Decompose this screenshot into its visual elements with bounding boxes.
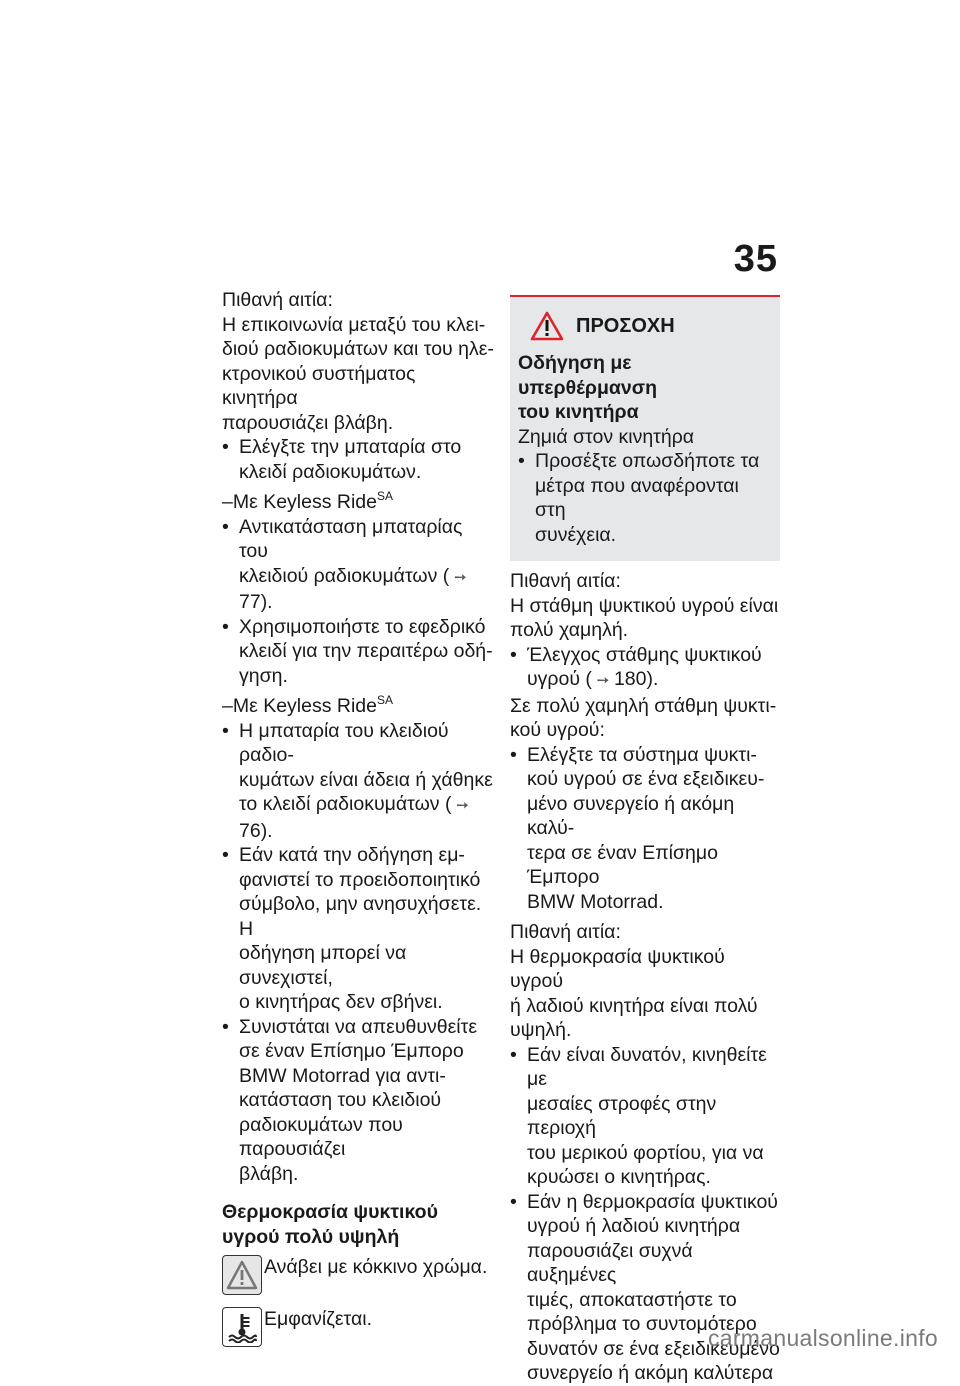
list-item-text: Έλεγχος στάθμης ψυκτικού υγρού ( (527, 643, 762, 690)
left-column (222, 288, 494, 1347)
variant-sup: SA (377, 693, 394, 707)
list-item-text: Αντικατάσταση μπαταρίας του κλειδιού ραδιοκυμάτων ( (239, 515, 463, 587)
list-item (222, 435, 494, 484)
variant-sup: SA (377, 489, 394, 503)
variant-line (222, 688, 494, 719)
list-item-text: Εάν είναι δυνατόν, κινηθείτε με μεσαίες στροφές στην περιοχή του μερικού φορτίου, για να κρυώσει ο κινητήρας. (527, 1043, 767, 1188)
page-ref-arrow-icon[interactable]: ➙ (453, 568, 467, 586)
cause-label: Πιθανή αιτία: (222, 289, 333, 311)
list-item (510, 1190, 780, 1386)
indicator-row (222, 1255, 494, 1295)
list-item-text: Εάν η θερμοκρασία ψυκτικού υγρού ή λαδιού κινητήρα παρουσιάζει συχνά αυξημένες τιμές, αποκαταστήστε το πρόβλημα το συντομότερο δυνατόν σε ένα εξειδικευμένο συνεργείο ή ακόμη καλύτερα (527, 1190, 780, 1384)
variant-text: –Με Keyless Ride (222, 695, 378, 717)
warning-header (530, 311, 772, 341)
right-column (510, 295, 780, 1386)
list-item (510, 743, 780, 915)
bullet-dot-icon: • (222, 515, 229, 538)
list-item (510, 1043, 780, 1190)
cause-text: Η θερμοκρασία ψυκτικού υγρού ή λαδιού κινητήρα είναι πολύ υψηλή. (510, 945, 758, 1041)
indicator-text: Εμφανίζεται. (264, 1308, 372, 1330)
bullet-dot-icon: • (510, 1043, 517, 1066)
list-item (510, 643, 780, 694)
cause-text: Η στάθμη ψυκτικού υγρού είναι πολύ χαμηλή. (510, 594, 779, 641)
cause-label: Πιθανή αιτία: (510, 570, 621, 592)
bullet-dot-icon: • (222, 844, 229, 866)
list-item-text: Ελέγξτε τα σύστημα ψυκτι- κού υγρού σε ένα εξειδικευ- μένο συνεργείο ή ακόμη καλύ- τερα σε έναν Επίσημο Έμπορο BMW Motorrad. (527, 743, 765, 913)
list-item-text: Ελέγξτε την μπαταρία στο κλειδί ραδιοκυμάτων. (239, 436, 462, 483)
condition-text: Σε πολύ χαμηλή στάθμη ψυκτι- κού υγρού: (510, 694, 777, 741)
list-item-text: Προσέξτε οπωσδήποτε τα μέτρα που αναφέρονται στη συνέχεια. (535, 450, 760, 546)
list-item-text: Χρησιμοποιήστε το εφεδρικό κλειδί για την περαιτέρω οδή- γηση. (239, 615, 493, 687)
warning-title: Οδήγηση με υπερθέρμανση του κινητήρα (518, 352, 658, 423)
warning-box (510, 295, 780, 561)
indicator-row (222, 1307, 494, 1347)
indicator-text: Ανάβει με κόκκινο χρώμα. (264, 1256, 488, 1278)
coolant-temperature-icon (222, 1307, 262, 1347)
bullet-dot-icon: • (222, 436, 229, 458)
warning-triangle-icon (530, 311, 564, 341)
section-heading: Θερμοκρασία ψυκτικού υγρού πολύ υψηλή (222, 1201, 438, 1248)
bullet-dot-icon: • (222, 719, 229, 742)
variant-line (222, 484, 494, 515)
bullet-dot-icon: • (510, 1190, 517, 1213)
page-ref-arrow-icon[interactable]: ➙ (456, 797, 469, 814)
bullet-dot-icon: • (222, 1015, 229, 1038)
bullet-dot-icon: • (222, 615, 229, 638)
warning-subtitle: Ζημιά στον κινητήρα (518, 425, 695, 448)
page-ref-link[interactable]: 76). (239, 819, 273, 842)
list-item (518, 449, 772, 547)
page-ref-arrow-icon[interactable]: ➙ (596, 672, 610, 689)
cause-text: Η επικοινωνία μεταξύ του κλει- διού ραδιοκυμάτων και του ηλε- κτρονικού συστήματος κινητήρα παρουσιάζει βλάβη. (222, 313, 494, 434)
variant-text: –Με Keyless Ride (222, 491, 378, 513)
list-item (222, 1015, 494, 1187)
warning-triangle-icon (222, 1255, 262, 1295)
bullet-dot-icon: • (510, 643, 517, 666)
page-ref-link[interactable]: 77). (239, 591, 273, 613)
cause-label: Πιθανή αιτία: (510, 921, 621, 943)
warning-label: ΠΡΟΣΟΧΗ (576, 314, 675, 337)
list-item (222, 843, 494, 1015)
bullet-dot-icon: • (518, 450, 525, 472)
list-item (222, 719, 494, 844)
list-item-text: Εάν κατά την οδήγηση εμ- φανιστεί το προειδοποιητικό σύμβολο, μην ανησυχήσετε. Η οδήγηση μπορεί να συνεχιστεί, ο κινητήρας δεν σβήνει. (239, 844, 482, 1013)
bullet-dot-icon: • (510, 743, 517, 766)
list-item-text: Η μπαταρία του κλειδιού ραδιο- κυμάτων είναι άδεια ή χάθηκε το κλειδί ραδιοκυμάτων ( (239, 719, 493, 815)
list-item (222, 615, 494, 689)
page-ref-link[interactable]: 180). (613, 668, 659, 690)
page-number: 35 (733, 238, 778, 280)
list-item (222, 515, 494, 615)
watermark: carmanualsonline.info (707, 1325, 938, 1351)
list-item-text: Συνιστάται να απευθυνθείτε σε έναν Επίσημο Έμπορο BMW Motorrad για αντι- κατάσταση του κλειδιού ραδιοκυμάτων που παρουσιάζει βλάβη. (239, 1015, 478, 1185)
